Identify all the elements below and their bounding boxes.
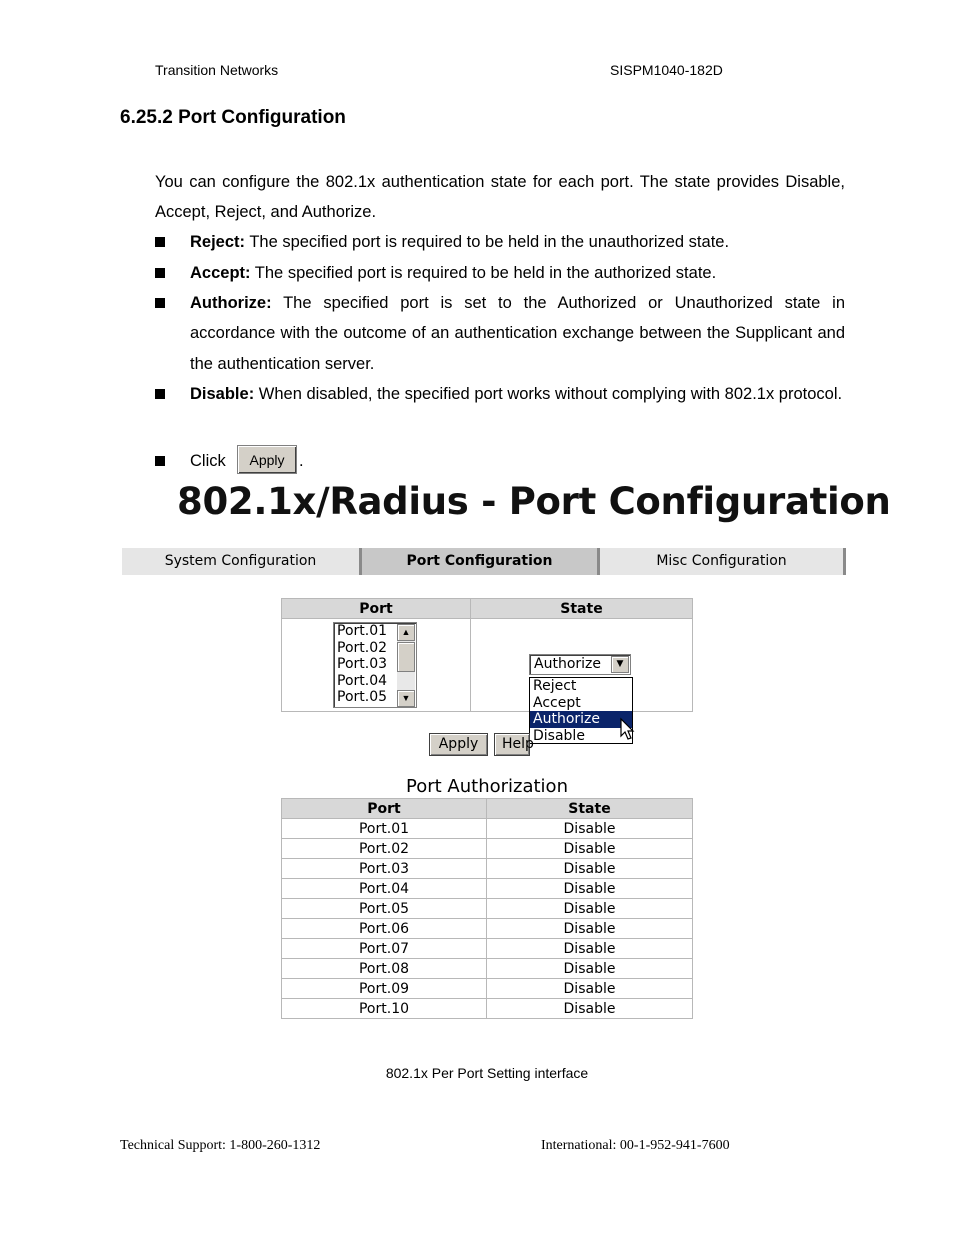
list-item[interactable]: Port.03 (337, 656, 388, 673)
state-option-disable[interactable]: Disable (533, 727, 585, 744)
apply-button[interactable]: Apply (429, 733, 488, 756)
state-option-accept[interactable]: Accept (533, 694, 581, 711)
list-item[interactable]: Port.02 (337, 639, 388, 656)
port-name: Port.01 (282, 819, 487, 839)
port-name: Port.07 (282, 939, 487, 959)
bullet-text: The specified port is required to be held in the unauthorized state. (245, 233, 730, 251)
port-state: Disable (487, 899, 693, 919)
section-title: 6.25.2 Port Configuration (120, 107, 346, 128)
state-select[interactable] (529, 654, 631, 675)
port-name: Port.03 (282, 859, 487, 879)
bullet-text: When disabled, the specified port works without complying with 802.1x protocol. (254, 385, 843, 403)
footer-left: Technical Support: 1-800-260-1312 (120, 1138, 321, 1153)
table-row (282, 819, 693, 839)
state-dropdown-list[interactable] (529, 677, 633, 744)
header-right: SISPM1040-182D (610, 62, 723, 78)
port-state: Disable (487, 819, 693, 839)
listbox-scrollbar[interactable] (397, 624, 415, 707)
bullet-text: The specified port is required to be held in the authorized state. (250, 264, 717, 282)
scroll-down-icon[interactable]: ▼ (397, 690, 415, 707)
port-authorization-table (281, 798, 693, 1019)
port-name: Port.04 (282, 879, 487, 899)
port-name: Port.05 (282, 899, 487, 919)
table-row (282, 839, 693, 859)
port-name: Port.06 (282, 919, 487, 939)
table-row (282, 959, 693, 979)
bullet-square-icon (155, 268, 165, 278)
bullet-square-icon (155, 389, 165, 399)
tab-port-configuration[interactable]: Port Configuration (362, 548, 600, 575)
screenshot-title: 802.1x/Radius - Port Configuration (177, 480, 891, 523)
port-state: Disable (487, 939, 693, 959)
bullet-square-icon (155, 298, 165, 308)
bullet-text: The specified port is set to the Authorized or Unauthorized state in accordance with the outcome of an authentication exchange between the Supplicant and the authentication server. (190, 294, 845, 373)
chevron-down-icon[interactable]: ▼ (611, 656, 629, 673)
col-header-state: State (487, 799, 693, 819)
port-state: Disable (487, 999, 693, 1019)
list-item[interactable]: Port.04 (337, 672, 388, 689)
port-name: Port.09 (282, 979, 487, 999)
bullet-term: Disable: (190, 385, 255, 403)
port-state: Disable (487, 959, 693, 979)
mouse-pointer-icon (620, 718, 636, 742)
list-item[interactable]: Port.01 (337, 623, 388, 639)
inline-apply-button[interactable]: Apply (237, 445, 297, 474)
bullet-square-icon (155, 237, 165, 247)
state-option-reject[interactable]: Reject (533, 678, 577, 694)
col-header-port: Port (282, 799, 487, 819)
port-name: Port.08 (282, 959, 487, 979)
port-name: Port.02 (282, 839, 487, 859)
footer-right: International: 00-1-952-941-7600 (541, 1138, 730, 1153)
port-name: Port.10 (282, 999, 487, 1019)
list-item[interactable]: Port.05 (337, 689, 388, 706)
help-button[interactable]: Help (494, 733, 530, 756)
scroll-thumb[interactable] (397, 642, 415, 672)
col-header-port: Port (282, 599, 471, 619)
port-authorization-title: Port Authorization (406, 776, 568, 797)
port-state: Disable (487, 919, 693, 939)
header-left: Transition Networks (155, 62, 279, 78)
port-state: Disable (487, 979, 693, 999)
port-state: Disable (487, 879, 693, 899)
col-header-state: State (471, 599, 693, 619)
tab-misc-configuration[interactable]: Misc Configuration (600, 548, 846, 575)
table-row (282, 979, 693, 999)
bullet-term: Accept: (190, 264, 251, 282)
table-row (282, 999, 693, 1019)
tab-system-configuration[interactable]: System Configuration (122, 548, 362, 575)
click-suffix: . (299, 452, 304, 470)
port-state: Disable (487, 839, 693, 859)
figure-caption: 802.1x Per Port Setting interface (385, 1065, 589, 1081)
table-row (282, 859, 693, 879)
state-select-value: Authorize (534, 656, 601, 672)
table-row (282, 879, 693, 899)
state-option-authorize[interactable]: Authorize (530, 711, 632, 728)
bullet-square-icon (155, 456, 165, 466)
tab-bar (122, 548, 846, 575)
port-listbox[interactable] (333, 622, 417, 708)
table-row (282, 899, 693, 919)
table-row (282, 919, 693, 939)
table-row (282, 939, 693, 959)
click-prefix: Click (190, 452, 226, 470)
bullet-term: Reject: (190, 233, 246, 251)
bullet-term: Authorize: (190, 294, 272, 312)
intro-paragraph: You can configure the 802.1x authentication state for each port. The state provides Disable, Accept, Reject, and Authorize. (155, 173, 845, 222)
port-state: Disable (487, 859, 693, 879)
scroll-up-icon[interactable]: ▲ (397, 624, 415, 641)
